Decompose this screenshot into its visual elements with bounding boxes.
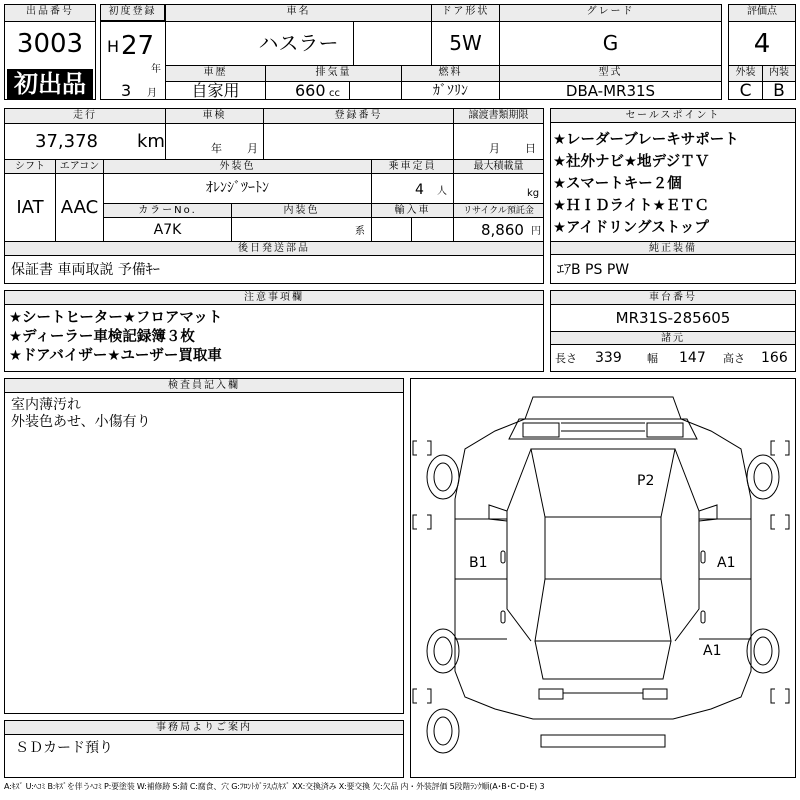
recycle-unit: 円 [531, 226, 541, 237]
car-diagram [411, 379, 795, 777]
color-value: ｵﾚﾝｼﾞﾂｰﾄﾝ [206, 180, 269, 196]
import-label: 輸入車 [372, 204, 453, 217]
colorno-label: カラーNo. [104, 204, 231, 217]
note-item: ★シートヒーター★フロアマット [9, 310, 223, 326]
lot-label: 出品番号 [5, 5, 95, 22]
details-box [4, 108, 544, 284]
fuel-label: 燃料 [402, 66, 499, 81]
damage-mark: B1 [469, 555, 488, 571]
height-label: 高さ [723, 352, 745, 365]
recycle-label: リサイクル預託金 [454, 204, 543, 217]
sales-label: セールスポイント [551, 109, 795, 123]
inspector-box [4, 378, 404, 714]
note-item: ★ドアバイザー★ユーザー買取車 [9, 348, 222, 364]
mileage-unit: km [137, 131, 165, 152]
grade-value: G [602, 31, 619, 55]
sales-point: ★アイドリングストップ [553, 220, 709, 236]
length-label: 長さ [555, 352, 577, 365]
disp-value: 660 [295, 81, 326, 100]
colorno-value: A7K [153, 222, 182, 238]
length-value: 339 [595, 350, 622, 366]
interior-label: 内装色 [232, 204, 371, 217]
width-label: 幅 [647, 352, 658, 365]
notes-label: 注意事項欄 [5, 291, 543, 305]
car-name: ハスラー [258, 31, 339, 55]
transfer-month-unit: 月 [489, 142, 500, 155]
damage-mark: P2 [637, 473, 655, 489]
damage-diagram-box [410, 378, 796, 778]
score-value: 4 [753, 29, 771, 59]
equip-value: ｴｱB PS PW [557, 262, 630, 278]
transfer-label: 譲渡書類期限 [454, 109, 543, 123]
reg-label: 初度登録 [101, 5, 165, 21]
mileage-value: 37,378 [35, 131, 98, 152]
legend-text: A:ｷｽﾞ U:ﾍｺﾐ B:ｷｽﾞを伴うﾍｺﾐ P:要塗装 W:補修跡 S:錆 C:腐食、穴 G:ﾌﾛﾝﾄｶﾞﾗｽ点ｷｽﾞ XX:交換済み X:要交換 欠:欠品 内・外装評価 5段階ﾗﾝｸ順(A･B･C･D･E) 3 [4, 782, 545, 791]
vehicle-info-box [100, 4, 722, 100]
door-label: ドア形状 [432, 5, 499, 21]
ac-value: AAC [60, 197, 99, 218]
score-box [728, 4, 796, 100]
disp-unit: cc [329, 88, 340, 99]
reg-month-unit: 月 [147, 88, 157, 99]
plate-label: 登録番号 [264, 109, 453, 123]
inspect-label: 車検 [166, 109, 263, 123]
chassis-value: MR31S-285605 [615, 309, 731, 327]
width-value: 147 [679, 350, 706, 366]
office-box [4, 720, 404, 778]
note-item: ★ディーラー車検記録簿３枚 [9, 329, 195, 345]
chassis-label: 車台番号 [551, 291, 795, 305]
capacity-unit: 人 [437, 186, 447, 197]
shipping-value: 保証書 車両取説 予備ｷｰ [11, 262, 160, 278]
capacity-value: 4 [415, 182, 424, 198]
model-label: 型式 [500, 66, 721, 81]
damage-mark: A1 [717, 555, 736, 571]
sales-point: ★レーダーブレーキサポート [553, 132, 739, 148]
inspector-line: 外装色あせ、小傷有り [11, 414, 151, 430]
inspector-label: 検査員記入欄 [5, 379, 403, 393]
office-text: ＳＤカード預り [15, 740, 113, 756]
fuel-value: ｶﾞｿﾘﾝ [433, 83, 468, 99]
notes-box [4, 290, 544, 372]
capacity-label: 乗車定員 [372, 160, 453, 173]
model-value: DBA-MR31S [565, 82, 656, 100]
load-label: 最大積載量 [454, 160, 543, 173]
int-label: 内装 [763, 66, 795, 81]
damage-mark: A1 [703, 643, 722, 659]
sales-points [553, 129, 739, 239]
lot-number: 3003 [16, 29, 84, 59]
load-unit: kg [527, 188, 540, 199]
office-label: 事務局よりご案内 [5, 721, 403, 735]
ext-label: 外装 [729, 66, 762, 81]
shift-value: IAT [16, 197, 44, 218]
height-value: 166 [761, 350, 788, 366]
equip-label: 純正装備 [551, 241, 795, 255]
reg-year-unit: 年 [151, 64, 161, 75]
first-time-badge: 初出品 [7, 69, 93, 99]
notes-list [9, 309, 222, 366]
grade-label: グレード [500, 5, 721, 21]
chassis-box [550, 290, 796, 372]
interior-unit: 系 [355, 226, 365, 237]
inspector-notes [11, 397, 151, 431]
reg-era: H [107, 37, 120, 56]
car-name-label: 車名 [166, 5, 431, 21]
ext-grade: C [739, 81, 752, 101]
ac-label: エアコン [56, 160, 103, 173]
reg-month: 3 [121, 81, 132, 100]
int-grade: B [773, 81, 785, 101]
disp-label: 排気量 [266, 66, 401, 81]
reg-year: 27 [121, 31, 155, 61]
lot-box [4, 4, 96, 100]
inspect-year-unit: 年 [211, 142, 222, 155]
sales-point: ★社外ナビ★地デジＴＶ [553, 154, 710, 170]
sales-point: ★スマートキー２個 [553, 176, 682, 192]
sales-box [550, 108, 796, 284]
inspector-line: 室内薄汚れ [11, 397, 81, 413]
dims-label: 諸元 [551, 331, 795, 345]
shift-label: シフト [5, 160, 55, 173]
recycle-value: 8,860 [481, 221, 524, 239]
history-value: 自家用 [191, 81, 240, 100]
shipping-label: 後日発送部品 [5, 242, 543, 255]
color-label: 外装色 [104, 160, 371, 173]
score-label: 評価点 [729, 5, 795, 21]
sales-point: ★ＨＩＤライト★ＥＴＣ [553, 198, 710, 214]
history-label: 車歴 [166, 66, 265, 81]
door-type: 5W [449, 31, 482, 55]
transfer-day-unit: 日 [525, 142, 536, 155]
mileage-label: 走行 [5, 109, 165, 123]
inspect-month-unit: 月 [247, 142, 258, 155]
